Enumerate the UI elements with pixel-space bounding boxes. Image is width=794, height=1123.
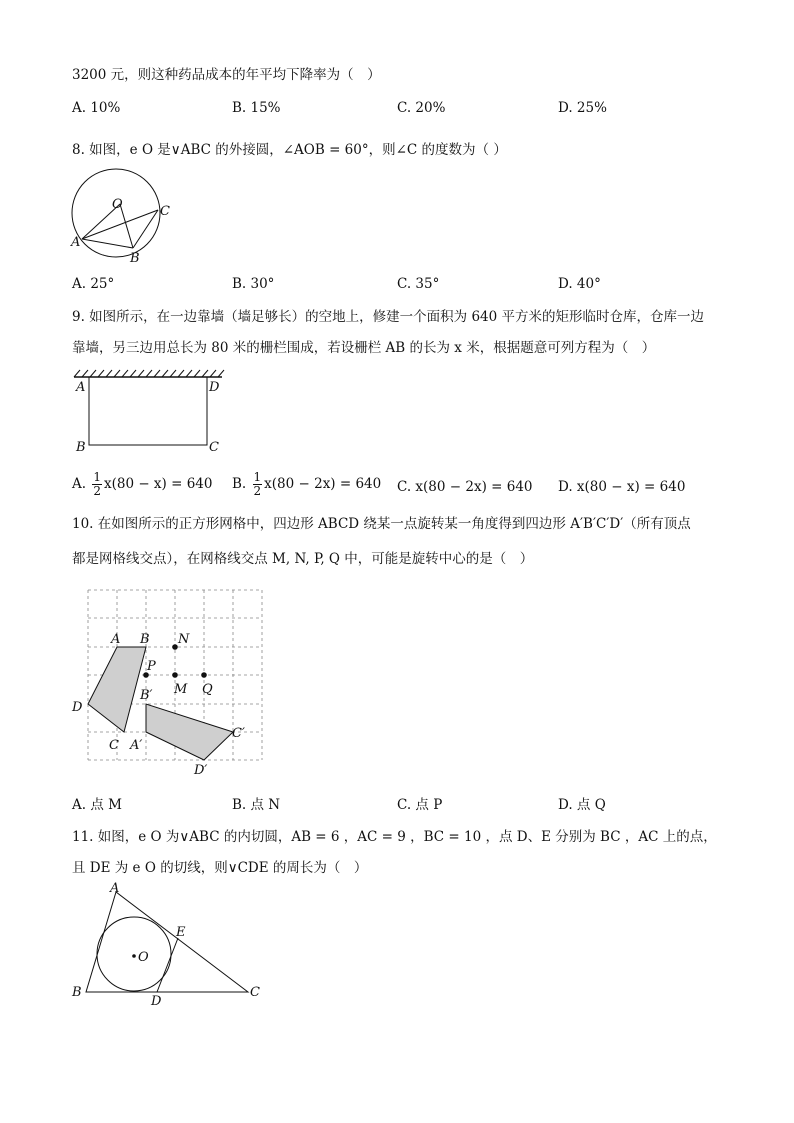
fraction-numerator: 1 bbox=[93, 470, 101, 484]
q9-option-b bbox=[232, 471, 381, 498]
triangle-abc bbox=[86, 892, 248, 992]
q9-stem-line1: 9. 如图所示，在一边靠墙（墙足够长）的空地上，修建一个面积为 640 平方米的矩形临时仓库，仓库一边 bbox=[72, 309, 705, 325]
fraction-numerator: 1 bbox=[253, 470, 262, 484]
q8-option-a: A. 25° bbox=[72, 276, 115, 292]
q11-stem-line1: 11. 如图，e O 为∨ABC 的内切圆，AB = 6 ，AC = 9 ，BC = 10 ，点 D、E 分别为 BC ，AC 上的点， bbox=[72, 829, 717, 845]
q9-option-a bbox=[72, 471, 212, 498]
incircle bbox=[97, 917, 171, 991]
circumcircle bbox=[72, 169, 160, 257]
label-a: A bbox=[76, 380, 86, 395]
q9-option-a-prefix: A. bbox=[72, 476, 87, 492]
label-c: C bbox=[250, 985, 260, 1000]
q9-option-a-fraction bbox=[92, 471, 102, 498]
label-a-prime: A′ bbox=[130, 738, 143, 753]
segment-ab bbox=[82, 239, 133, 248]
q10-option-d: D. 点 Q bbox=[558, 797, 606, 813]
label-d-prime: D′ bbox=[194, 763, 208, 776]
label-d: D bbox=[151, 994, 162, 1008]
segment-ac bbox=[82, 210, 158, 239]
point-n bbox=[172, 644, 178, 650]
q7-option-b: B. 15% bbox=[232, 100, 281, 116]
q8-stem: 8. 如图，e O 是∨ABC 的外接圆，∠AOB = 60°，则∠C 的度数为（ ） bbox=[72, 142, 507, 158]
label-c: C bbox=[109, 738, 119, 753]
q9-option-b-expr: x(80 − 2x) = 640 bbox=[264, 476, 382, 492]
segment-bc bbox=[133, 210, 158, 248]
q11-stem-line2: 且 DE 为 e O 的切线，则∨CDE 的周长为（ ） bbox=[72, 860, 368, 876]
label-b: B bbox=[140, 632, 150, 647]
q7-option-a: A. 10% bbox=[72, 100, 121, 116]
q9-option-b-prefix: B. bbox=[232, 476, 247, 492]
q9-rectangle-figure bbox=[70, 365, 230, 455]
q8-option-c: C. 35° bbox=[397, 276, 440, 292]
fraction-denominator: 2 bbox=[253, 484, 262, 498]
label-a: A bbox=[71, 235, 81, 250]
q10-stem-line2: 都是网格线交点），在网格线交点 M, N, P, Q 中，可能是旋转中心的是（ ） bbox=[72, 551, 534, 567]
q10-grid-figure bbox=[66, 586, 266, 776]
label-c: C bbox=[209, 440, 219, 455]
label-q: Q bbox=[202, 682, 213, 697]
quadrilateral-abcd bbox=[88, 647, 146, 732]
point-q bbox=[201, 672, 207, 678]
q11-incircle-figure bbox=[66, 880, 276, 1008]
q10-stem-line1: 10. 在如图所示的正方形网格中，四边形 ABCD 绕某一点旋转某一角度得到四边形 A′B′C′D′（所有顶点 bbox=[72, 516, 691, 532]
q9-option-a-expr: x(80 − x) = 640 bbox=[103, 476, 213, 492]
label-e: E bbox=[176, 925, 186, 940]
fraction-denominator: 2 bbox=[93, 484, 101, 498]
center-o bbox=[132, 954, 136, 958]
q9-option-d: D. x(80 − x) = 640 bbox=[558, 479, 686, 495]
q10-option-a: A. 点 M bbox=[72, 797, 122, 813]
label-p: P bbox=[147, 659, 156, 674]
label-b: B bbox=[76, 440, 86, 455]
label-d: D bbox=[209, 380, 220, 395]
wall-hatching bbox=[74, 370, 224, 377]
label-o: O bbox=[112, 197, 123, 212]
q8-option-d: D. 40° bbox=[558, 276, 601, 292]
label-c-prime: C′ bbox=[232, 726, 245, 741]
label-b: B bbox=[130, 251, 140, 266]
tangent-de bbox=[157, 938, 178, 992]
q8-circle-figure bbox=[66, 166, 178, 266]
warehouse-rectangle bbox=[89, 377, 207, 445]
q7-option-d: D. 25% bbox=[558, 100, 607, 116]
q8-option-b: B. 30° bbox=[232, 276, 275, 292]
label-b-prime: B′ bbox=[140, 688, 153, 703]
label-m: M bbox=[174, 682, 188, 697]
q9-stem-line2: 靠墙，另三边用总长为 80 米的栅栏围成，若设栅栏 AB 的长为 x 米，根据题意可列方程为（ ） bbox=[72, 340, 656, 356]
label-d: D bbox=[72, 700, 83, 715]
q7-option-c: C. 20% bbox=[397, 100, 446, 116]
label-b: B bbox=[72, 985, 82, 1000]
label-n: N bbox=[178, 632, 190, 647]
label-a: A bbox=[110, 881, 120, 896]
label-c: C bbox=[160, 204, 170, 219]
label-a: A bbox=[111, 632, 121, 647]
q9-option-c: C. x(80 − 2x) = 640 bbox=[397, 479, 533, 495]
quadrilateral-apbpcpdp bbox=[146, 704, 233, 760]
q7-stem: 3200 元，则这种药品成本的年平均下降率为（ ） bbox=[72, 67, 381, 83]
label-o: O bbox=[138, 950, 149, 965]
q9-option-b-fraction bbox=[253, 471, 263, 498]
q10-option-c: C. 点 P bbox=[397, 797, 443, 813]
q10-option-b: B. 点 N bbox=[232, 797, 281, 813]
point-m bbox=[172, 672, 178, 678]
